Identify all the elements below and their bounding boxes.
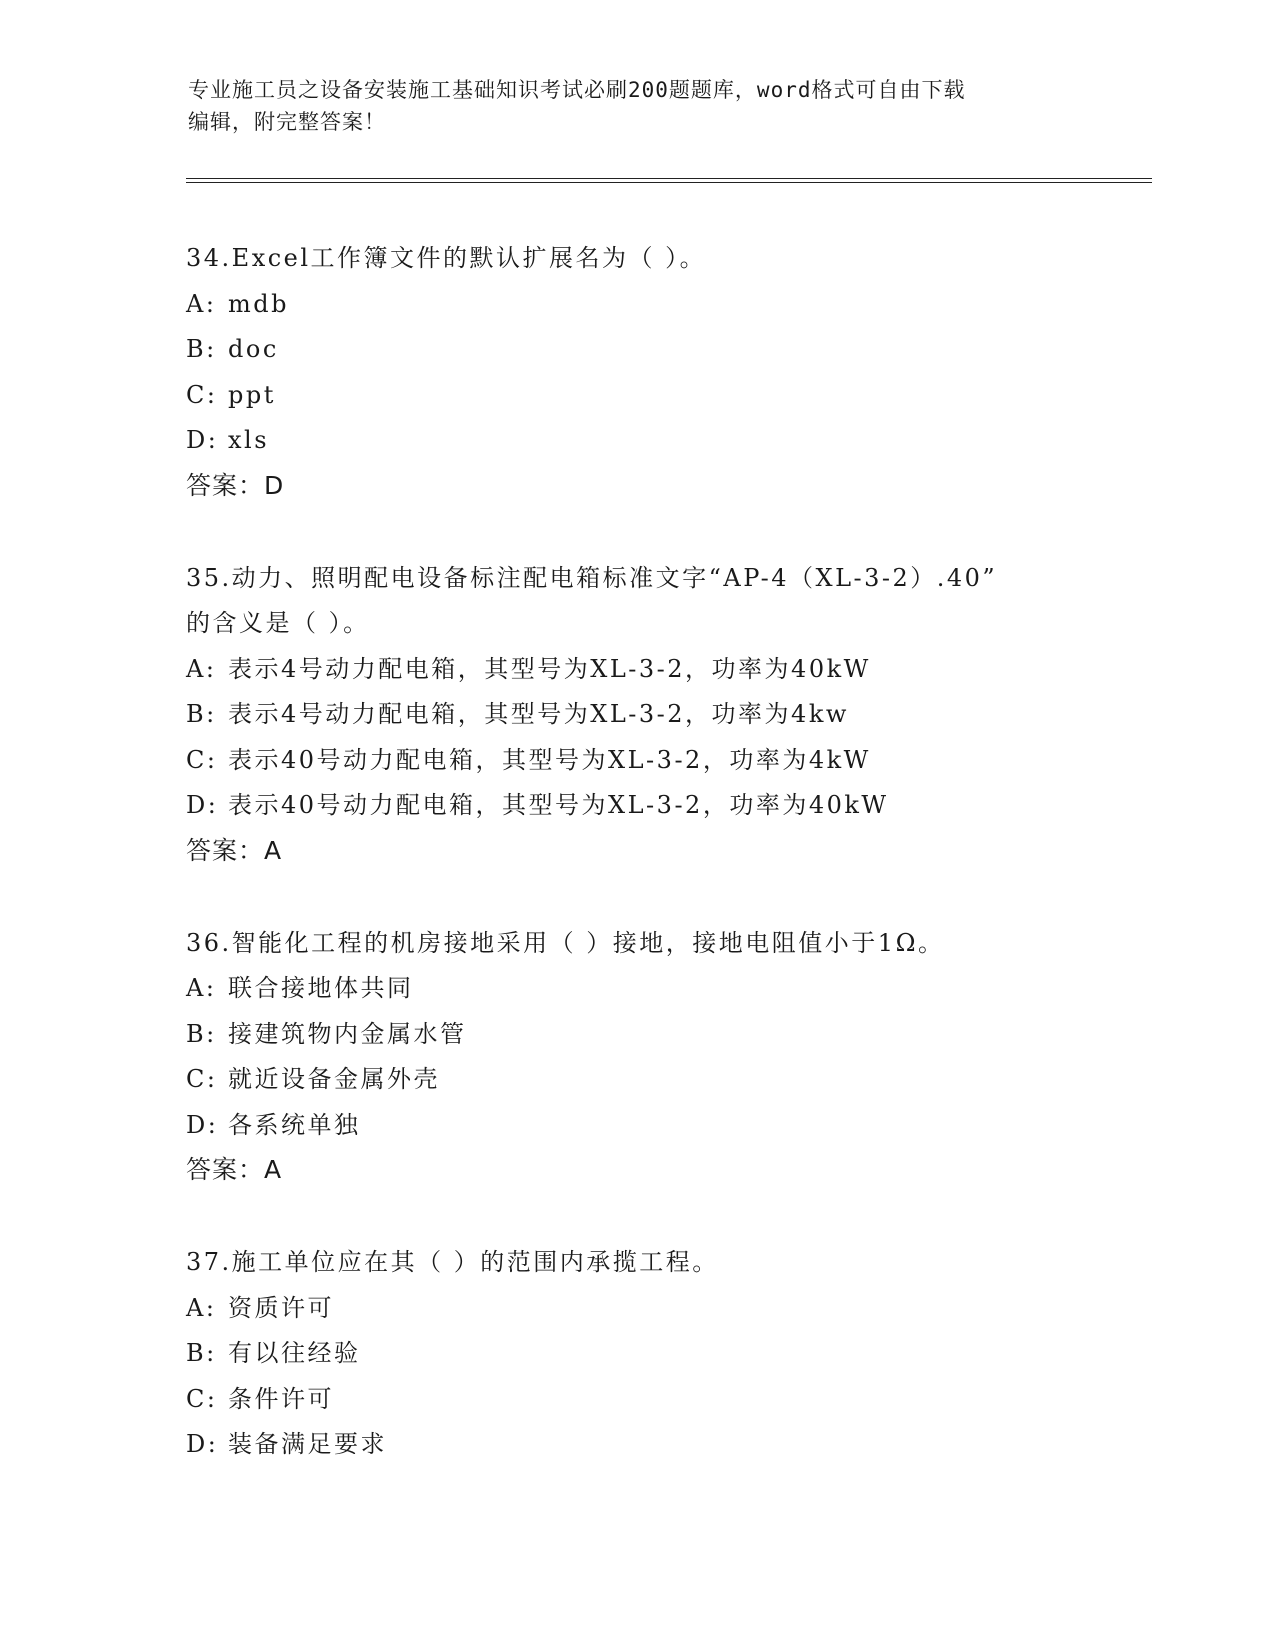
option-d xyxy=(186,783,1146,829)
option-letter: D: xyxy=(186,1110,219,1139)
option-letter: A: xyxy=(186,654,217,683)
option-text: 装备满足要求 xyxy=(228,1430,387,1458)
option-d xyxy=(186,1103,1146,1149)
option-letter: C: xyxy=(186,745,218,774)
option-text: doc xyxy=(228,335,279,363)
question-37 xyxy=(186,1240,1146,1468)
option-a xyxy=(186,282,1146,328)
document-header xyxy=(188,74,1088,138)
question-stem: 34.Excel工作簿文件的默认扩展名为（ ）。 xyxy=(186,244,707,272)
option-text: 表示4号动力配电箱，其型号为XL-3-2，功率为40kW xyxy=(228,654,871,683)
option-b xyxy=(186,1012,1146,1058)
option-letter: C: xyxy=(186,1384,218,1413)
option-c xyxy=(186,373,1146,419)
option-text: 各系统单独 xyxy=(228,1110,361,1139)
option-text: 表示4号动力配电箱，其型号为XL-3-2，功率为4kw xyxy=(228,700,849,728)
question-stem: 37.施工单位应在其（ ）的范围内承揽工程。 xyxy=(186,1248,719,1276)
option-letter: D: xyxy=(186,1430,219,1458)
option-letter: B: xyxy=(186,700,217,728)
option-letter: A: xyxy=(186,974,217,1002)
option-text: 接建筑物内金属水管 xyxy=(228,1019,467,1048)
option-text: 表示40号动力配电箱，其型号为XL-3-2，功率为40kW xyxy=(228,791,889,819)
option-letter: C: xyxy=(186,380,218,409)
option-c xyxy=(186,1377,1146,1423)
answer-line: 答案：A xyxy=(186,1155,283,1184)
option-text: mdb xyxy=(228,289,289,318)
question-34 xyxy=(186,236,1146,508)
option-letter: B: xyxy=(186,1019,217,1048)
question-stem-line-2: 的含义是（ ）。 xyxy=(186,609,370,637)
option-b xyxy=(186,1331,1146,1377)
option-c xyxy=(186,738,1146,784)
option-text: ppt xyxy=(228,380,276,409)
question-list xyxy=(186,236,1146,1516)
answer-line: 答案：D xyxy=(186,470,285,500)
question-stem: 36.智能化工程的机房接地采用（ ）接地，接地电阻值小于1Ω。 xyxy=(186,928,945,957)
question-35 xyxy=(186,556,1146,873)
option-text: 资质许可 xyxy=(228,1293,334,1322)
option-text: 条件许可 xyxy=(228,1384,334,1413)
option-text: xls xyxy=(228,426,270,454)
option-letter: D: xyxy=(186,426,219,454)
option-letter: B: xyxy=(186,1339,217,1367)
option-letter: C: xyxy=(186,1065,218,1093)
option-letter: A: xyxy=(186,289,217,318)
option-letter: B: xyxy=(186,335,217,363)
option-letter: A: xyxy=(186,1293,217,1322)
header-title-line-2: 编辑，附完整答案！ xyxy=(188,110,386,134)
header-title-line-1: 专业施工员之设备安装施工基础知识考试必刷200题题库，word格式可自由下载 xyxy=(188,78,966,102)
answer-line: 答案：A xyxy=(186,835,283,865)
question-stem-line-1: 35.动力、照明配电设备标注配电箱标准文字“AP-4（XL-3-2）.40” xyxy=(186,563,998,592)
option-b xyxy=(186,692,1146,738)
option-b xyxy=(186,327,1146,373)
option-text: 联合接地体共同 xyxy=(228,974,414,1002)
option-text: 就近设备金属外壳 xyxy=(228,1065,440,1093)
option-d xyxy=(186,418,1146,464)
option-text: 表示40号动力配电箱，其型号为XL-3-2，功率为4kW xyxy=(228,745,871,774)
question-36 xyxy=(186,921,1146,1193)
option-a xyxy=(186,1286,1146,1332)
header-divider xyxy=(186,178,1152,183)
option-text: 有以往经验 xyxy=(228,1339,361,1367)
option-d xyxy=(186,1422,1146,1468)
option-letter: D: xyxy=(186,791,219,819)
option-c xyxy=(186,1057,1146,1103)
option-a xyxy=(186,966,1146,1012)
option-a xyxy=(186,647,1146,693)
